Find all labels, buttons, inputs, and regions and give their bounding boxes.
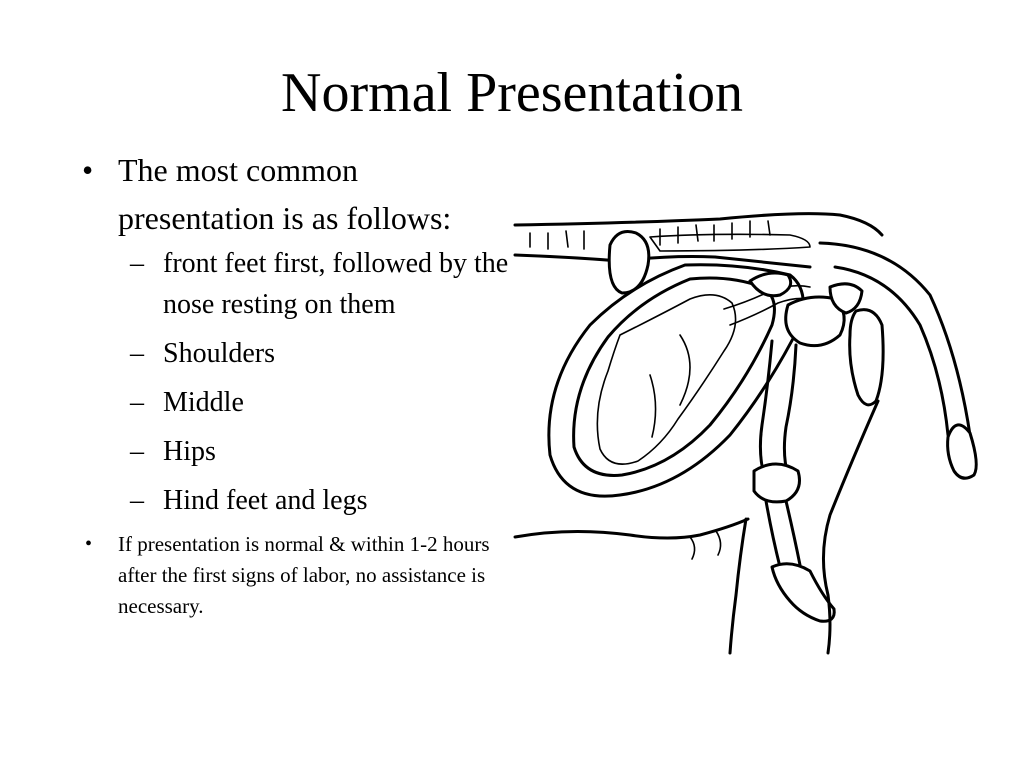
sub-bullet-item — [82, 382, 522, 423]
sub-bullet-text: Middle — [163, 387, 244, 418]
sub-bullet-marker: – — [130, 387, 144, 418]
slide-title: Normal Presentation — [281, 62, 743, 124]
sub-bullet-marker: – — [130, 248, 144, 279]
sub-bullet-marker: – — [130, 485, 144, 516]
sub-bullet-text: Hind feet and legs — [163, 485, 368, 516]
sub-bullet-item — [82, 431, 522, 472]
sub-bullet-item — [82, 480, 522, 521]
sub-bullet-text: front feet first, followed by the nose resting on them — [163, 248, 509, 320]
bullet-text: The most common presentation is as follows: — [118, 152, 452, 236]
sub-bullet-list — [82, 243, 522, 521]
bullet-marker: • — [85, 533, 93, 555]
sub-bullet-text: Shoulders — [163, 338, 275, 369]
sub-bullet-item — [82, 333, 522, 374]
sub-bullet-marker: – — [130, 338, 144, 369]
cow-calving-cross-section-icon — [510, 175, 988, 655]
sub-bullet-marker: – — [130, 436, 144, 467]
bullet-list — [82, 146, 522, 622]
bullet-item — [82, 529, 522, 622]
sub-bullet-item — [82, 243, 522, 325]
bullet-marker: • — [82, 152, 94, 188]
bullet-item — [82, 146, 522, 242]
sub-bullet-text: Hips — [163, 436, 216, 467]
cow-calving-illustration — [510, 175, 988, 655]
bullet-text: If presentation is normal & within 1-2 hours after the first signs of labor, no assistance is necessary. — [118, 532, 490, 618]
